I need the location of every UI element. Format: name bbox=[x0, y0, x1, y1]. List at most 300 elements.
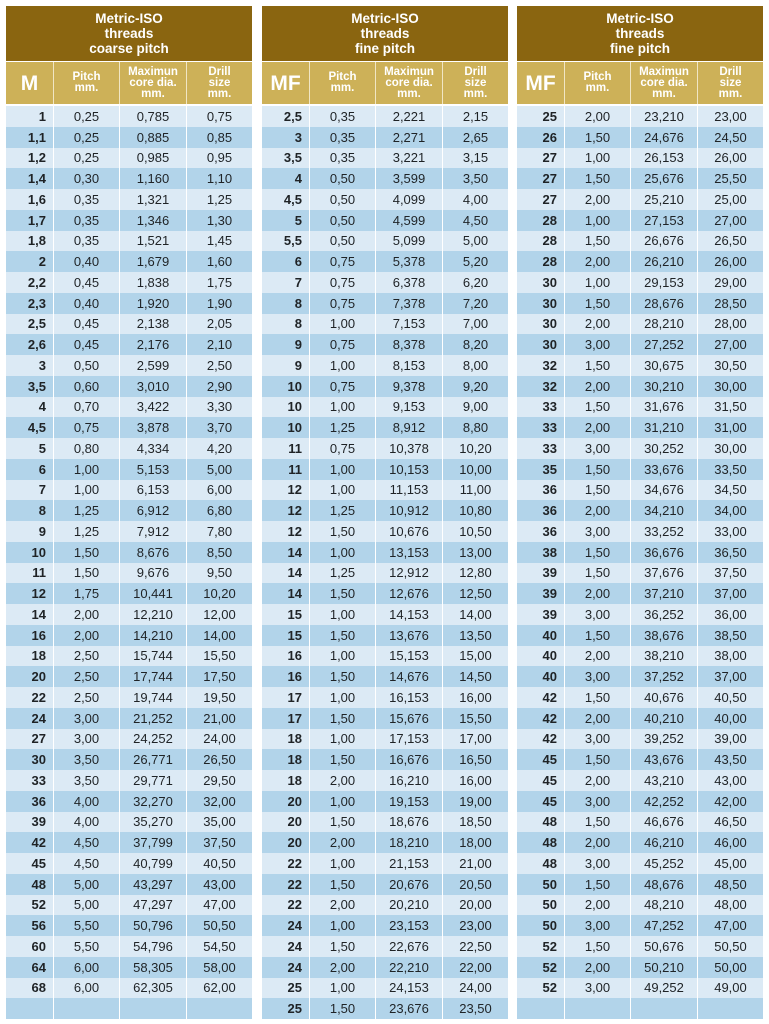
pitch-cell: 1,00 bbox=[309, 791, 375, 812]
table-row bbox=[517, 853, 763, 874]
thread-size-cell: 40 bbox=[542, 627, 557, 643]
drill-size-cell: 21,00 bbox=[186, 708, 252, 729]
pitch-cell: 5,00 bbox=[53, 874, 119, 895]
pitch-cell: 1,50 bbox=[309, 874, 375, 895]
drill-size-cell: 8,50 bbox=[186, 542, 252, 563]
core-dia-cell: 10,153 bbox=[375, 459, 442, 480]
pitch-cell: 1,00 bbox=[53, 459, 119, 480]
thread-size-cell: 16 bbox=[287, 669, 302, 685]
thread-size-cell: 16 bbox=[31, 627, 46, 643]
core-dia-cell: 1,679 bbox=[119, 251, 186, 272]
core-dia-cell: 5,378 bbox=[375, 251, 442, 272]
table-row bbox=[517, 874, 763, 895]
pitch-cell: 3,00 bbox=[564, 334, 630, 355]
table-row bbox=[6, 417, 252, 438]
table-row bbox=[517, 189, 763, 210]
thread-size-cell: 52 bbox=[31, 897, 46, 913]
drill-size-cell: 33,00 bbox=[697, 521, 763, 542]
drill-size-cell: 4,20 bbox=[186, 438, 252, 459]
table-row bbox=[262, 148, 508, 169]
drill-size-cell: 48,50 bbox=[697, 874, 763, 895]
drill-size-cell: 22,00 bbox=[442, 957, 508, 978]
pitch-cell: 1,00 bbox=[309, 729, 375, 750]
drill-size-cell: 2,10 bbox=[186, 334, 252, 355]
drill-size-cell: 43,00 bbox=[697, 770, 763, 791]
table-row bbox=[6, 480, 252, 501]
drill-size-cell: 23,50 bbox=[442, 998, 508, 1019]
thread-size-cell: 5 bbox=[294, 212, 302, 228]
pitch-cell: 0,75 bbox=[309, 376, 375, 397]
table-row bbox=[517, 210, 763, 231]
thread-size-cell: 2,5 bbox=[27, 316, 46, 332]
pitch-cell: 1,50 bbox=[564, 625, 630, 646]
pitch-cell: 3,00 bbox=[564, 604, 630, 625]
pitch-cell: 0,75 bbox=[309, 438, 375, 459]
drill-size-cell: 31,00 bbox=[697, 417, 763, 438]
pitch-cell: 4,00 bbox=[53, 791, 119, 812]
table-row bbox=[517, 168, 763, 189]
thread-size-cell: 50 bbox=[542, 918, 557, 934]
column-header-row bbox=[517, 62, 763, 106]
thread-size-cell: 20 bbox=[31, 669, 46, 685]
drill-size-cell: 19,00 bbox=[442, 791, 508, 812]
thread-size-cell: 18 bbox=[287, 752, 302, 768]
title-line: fine pitch bbox=[355, 41, 415, 56]
core-dia-cell bbox=[119, 998, 186, 1019]
core-dia-cell: 13,676 bbox=[375, 625, 442, 646]
thread-size-cell: 9 bbox=[38, 523, 46, 539]
table-row bbox=[6, 127, 252, 148]
table-row bbox=[262, 604, 508, 625]
drill-size-cell: 16,50 bbox=[442, 749, 508, 770]
core-dia-cell: 6,153 bbox=[119, 480, 186, 501]
pitch-cell: 0,40 bbox=[53, 251, 119, 272]
pitch-cell: 0,75 bbox=[309, 334, 375, 355]
drill-size-cell: 45,00 bbox=[697, 853, 763, 874]
drill-size-cell: 0,75 bbox=[186, 106, 252, 127]
thread-size-cell: 12 bbox=[287, 482, 302, 498]
table-row bbox=[262, 791, 508, 812]
drill-size-cell: 0,85 bbox=[186, 127, 252, 148]
thread-size-cell: 2,5 bbox=[283, 108, 302, 124]
table-row bbox=[262, 417, 508, 438]
title-line: fine pitch bbox=[610, 41, 670, 56]
core-dia-cell: 4,334 bbox=[119, 438, 186, 459]
core-dia-cell: 37,252 bbox=[630, 666, 697, 687]
table-row bbox=[6, 729, 252, 750]
core-dia-cell: 9,153 bbox=[375, 397, 442, 418]
pitch-cell: 1,50 bbox=[564, 936, 630, 957]
drill-size-cell: 21,00 bbox=[442, 853, 508, 874]
drill-size-cell: 1,75 bbox=[186, 272, 252, 293]
thread-size-cell: 20 bbox=[287, 793, 302, 809]
drill-size-cell: 34,00 bbox=[697, 500, 763, 521]
pitch-cell: 2,00 bbox=[564, 832, 630, 853]
core-dia-cell: 34,210 bbox=[630, 500, 697, 521]
drill-size-cell: 17,00 bbox=[442, 729, 508, 750]
drill-size-cell: 2,15 bbox=[442, 106, 508, 127]
drill-size-cell: 11,00 bbox=[442, 480, 508, 501]
table-row bbox=[517, 998, 763, 1019]
drill-size-cell: 2,65 bbox=[442, 127, 508, 148]
pitch-cell: 1,50 bbox=[309, 708, 375, 729]
table-row bbox=[6, 376, 252, 397]
thread-size-cell: 40 bbox=[542, 648, 557, 664]
core-dia-cell: 20,676 bbox=[375, 874, 442, 895]
thread-size-cell: 16 bbox=[287, 648, 302, 664]
table-row bbox=[6, 708, 252, 729]
drill-size-cell: 5,20 bbox=[442, 251, 508, 272]
thread-size-cell: 10 bbox=[287, 378, 302, 394]
drill-size-cell bbox=[186, 998, 252, 1019]
core-dia-cell: 2,271 bbox=[375, 127, 442, 148]
core-dia-cell: 14,153 bbox=[375, 604, 442, 625]
pitch-cell bbox=[53, 998, 119, 1019]
core-dia-cell: 30,210 bbox=[630, 376, 697, 397]
core-dia-cell: 39,252 bbox=[630, 729, 697, 750]
core-dia-cell: 10,676 bbox=[375, 521, 442, 542]
column-header-row bbox=[262, 62, 508, 106]
core-dia-cell: 8,153 bbox=[375, 355, 442, 376]
thread-size-cell: 10 bbox=[31, 544, 46, 560]
table-row bbox=[6, 334, 252, 355]
table-row bbox=[517, 791, 763, 812]
core-dia-cell: 26,153 bbox=[630, 148, 697, 169]
table-body bbox=[262, 106, 508, 1019]
table-row bbox=[517, 936, 763, 957]
pitch-cell: 1,50 bbox=[309, 998, 375, 1019]
table-row bbox=[517, 583, 763, 604]
pitch-cell: 3,00 bbox=[564, 521, 630, 542]
core-dia-cell: 1,346 bbox=[119, 210, 186, 231]
pitch-cell: 2,50 bbox=[53, 687, 119, 708]
core-dia-cell: 6,912 bbox=[119, 500, 186, 521]
core-dia-cell: 19,744 bbox=[119, 687, 186, 708]
table-row bbox=[517, 749, 763, 770]
table-row bbox=[262, 625, 508, 646]
core-dia-cell: 3,422 bbox=[119, 397, 186, 418]
thread-size-cell: 52 bbox=[542, 980, 557, 996]
thread-size-cell: 7 bbox=[38, 482, 46, 498]
pitch-cell: 1,00 bbox=[564, 272, 630, 293]
pitch-cell: 1,50 bbox=[564, 563, 630, 584]
pitch-cell: 2,00 bbox=[564, 583, 630, 604]
table-row bbox=[262, 334, 508, 355]
core-dia-cell: 12,912 bbox=[375, 563, 442, 584]
drill-size-cell: 13,00 bbox=[442, 542, 508, 563]
drill-size-cell: 15,00 bbox=[442, 646, 508, 667]
table-row bbox=[517, 148, 763, 169]
pitch-cell: 1,00 bbox=[309, 480, 375, 501]
core-dia-cell: 8,378 bbox=[375, 334, 442, 355]
table-row bbox=[517, 666, 763, 687]
thread-size-cell: 45 bbox=[542, 772, 557, 788]
thread-size-cell: 56 bbox=[31, 918, 46, 934]
core-dia-cell: 10,912 bbox=[375, 500, 442, 521]
table-row bbox=[6, 542, 252, 563]
table-row bbox=[262, 812, 508, 833]
drill-size-cell: 47,00 bbox=[186, 895, 252, 916]
pitch-cell: 1,00 bbox=[309, 687, 375, 708]
table-row bbox=[262, 210, 508, 231]
pitch-cell: 2,00 bbox=[564, 417, 630, 438]
drill-size-cell: 10,50 bbox=[442, 521, 508, 542]
core-dia-cell: 2,138 bbox=[119, 314, 186, 335]
table-row bbox=[262, 583, 508, 604]
drill-size-cell: 3,50 bbox=[442, 168, 508, 189]
pitch-cell: 0,35 bbox=[53, 210, 119, 231]
thread-size-cell: 48 bbox=[542, 855, 557, 871]
pitch-cell: 6,00 bbox=[53, 957, 119, 978]
table-row bbox=[6, 355, 252, 376]
drill-size-cell: 37,50 bbox=[186, 832, 252, 853]
thread-size-cell: 14 bbox=[287, 586, 302, 602]
core-dia-cell: 33,676 bbox=[630, 459, 697, 480]
core-dia-cell: 37,210 bbox=[630, 583, 697, 604]
core-dia-cell: 43,297 bbox=[119, 874, 186, 895]
table-row bbox=[517, 251, 763, 272]
thread-size-cell: 1,7 bbox=[27, 212, 46, 228]
core-dia-cell: 1,521 bbox=[119, 231, 186, 252]
thread-size-cell: 9 bbox=[294, 337, 302, 353]
drill-size-cell: 6,00 bbox=[186, 480, 252, 501]
core-dia-cell: 13,153 bbox=[375, 542, 442, 563]
thread-size-cell: 14 bbox=[287, 544, 302, 560]
table-row bbox=[517, 376, 763, 397]
table-row bbox=[262, 749, 508, 770]
table-row bbox=[6, 915, 252, 936]
pitch-cell: 0,75 bbox=[309, 251, 375, 272]
pitch-cell: 0,80 bbox=[53, 438, 119, 459]
core-dia-cell: 20,210 bbox=[375, 895, 442, 916]
table-row bbox=[262, 542, 508, 563]
core-dia-cell: 17,153 bbox=[375, 729, 442, 750]
coarse-pitch-table bbox=[6, 6, 252, 1019]
table-row bbox=[262, 687, 508, 708]
drill-size-cell: 0,95 bbox=[186, 148, 252, 169]
table-row bbox=[262, 998, 508, 1019]
drill-size-cell: 3,70 bbox=[186, 417, 252, 438]
drill-size-cell: 9,20 bbox=[442, 376, 508, 397]
column-header-size: MF bbox=[525, 71, 556, 95]
drill-size-cell: 36,50 bbox=[697, 542, 763, 563]
table-body bbox=[517, 106, 763, 1019]
drill-size-cell: 1,30 bbox=[186, 210, 252, 231]
thread-size-cell: 35 bbox=[542, 461, 557, 477]
table-row bbox=[6, 314, 252, 335]
core-dia-cell: 23,676 bbox=[375, 998, 442, 1019]
thread-size-cell: 26 bbox=[542, 129, 557, 145]
thread-size-cell: 38 bbox=[542, 544, 557, 560]
pitch-cell: 3,00 bbox=[53, 708, 119, 729]
table-row bbox=[262, 500, 508, 521]
table-row bbox=[517, 106, 763, 127]
thread-size-cell: 8 bbox=[38, 503, 46, 519]
drill-size-cell: 37,00 bbox=[697, 583, 763, 604]
core-dia-cell: 31,676 bbox=[630, 397, 697, 418]
drill-size-cell: 40,00 bbox=[697, 708, 763, 729]
thread-size-cell: 4,5 bbox=[27, 420, 46, 436]
thread-size-cell: 30 bbox=[542, 274, 557, 290]
table-row bbox=[6, 957, 252, 978]
thread-size-cell: 9 bbox=[294, 357, 302, 373]
drill-size-cell: 43,00 bbox=[186, 874, 252, 895]
pitch-cell: 2,00 bbox=[564, 708, 630, 729]
core-dia-cell: 22,210 bbox=[375, 957, 442, 978]
pitch-cell: 2,00 bbox=[564, 895, 630, 916]
core-dia-cell: 38,676 bbox=[630, 625, 697, 646]
core-dia-cell: 49,252 bbox=[630, 978, 697, 999]
table-row bbox=[517, 459, 763, 480]
core-dia-cell: 62,305 bbox=[119, 978, 186, 999]
pitch-cell: 3,00 bbox=[53, 729, 119, 750]
pitch-cell bbox=[564, 998, 630, 1019]
pitch-cell: 3,00 bbox=[564, 978, 630, 999]
drill-size-cell: 19,50 bbox=[186, 687, 252, 708]
thread-size-cell: 12 bbox=[287, 523, 302, 539]
drill-size-cell: 1,25 bbox=[186, 189, 252, 210]
drill-size-cell: 2,90 bbox=[186, 376, 252, 397]
thread-size-cell: 36 bbox=[31, 793, 46, 809]
core-dia-cell: 0,885 bbox=[119, 127, 186, 148]
thread-size-cell: 28 bbox=[542, 233, 557, 249]
table-row bbox=[262, 853, 508, 874]
core-dia-cell: 24,676 bbox=[630, 127, 697, 148]
thread-size-cell: 48 bbox=[31, 876, 46, 892]
core-dia-cell: 28,210 bbox=[630, 314, 697, 335]
table-row bbox=[262, 293, 508, 314]
thread-size-cell: 50 bbox=[542, 876, 557, 892]
drill-size-cell: 26,00 bbox=[697, 251, 763, 272]
drill-size-cell: 7,20 bbox=[442, 293, 508, 314]
pitch-cell: 1,00 bbox=[564, 148, 630, 169]
drill-size-cell: 4,00 bbox=[442, 189, 508, 210]
column-header-core-dia: Maximun core dia. mm. bbox=[375, 62, 442, 104]
table-row bbox=[517, 687, 763, 708]
table-row bbox=[6, 936, 252, 957]
drill-size-cell: 8,00 bbox=[442, 355, 508, 376]
table-row bbox=[517, 542, 763, 563]
pitch-cell: 1,00 bbox=[53, 480, 119, 501]
drill-size-cell: 10,20 bbox=[442, 438, 508, 459]
thread-size-cell: 52 bbox=[542, 938, 557, 954]
thread-size-cell: 15 bbox=[287, 606, 302, 622]
thread-size-cell: 32 bbox=[542, 357, 557, 373]
pitch-cell: 3,00 bbox=[564, 666, 630, 687]
thread-size-cell bbox=[6, 998, 53, 1019]
pitch-cell: 5,00 bbox=[53, 895, 119, 916]
table-row bbox=[6, 210, 252, 231]
thread-size-cell: 42 bbox=[542, 710, 557, 726]
thread-size-cell: 42 bbox=[542, 689, 557, 705]
table-row bbox=[517, 646, 763, 667]
thread-size-cell: 39 bbox=[31, 814, 46, 830]
pitch-cell: 1,50 bbox=[564, 480, 630, 501]
pitch-cell: 0,50 bbox=[309, 189, 375, 210]
pitch-cell: 1,00 bbox=[564, 210, 630, 231]
drill-size-cell: 3,15 bbox=[442, 148, 508, 169]
drill-size-cell: 14,50 bbox=[442, 666, 508, 687]
table-row bbox=[262, 666, 508, 687]
core-dia-cell: 22,676 bbox=[375, 936, 442, 957]
table-row bbox=[517, 397, 763, 418]
drill-size-cell: 29,50 bbox=[186, 770, 252, 791]
column-header-drill-size: Drill size mm. bbox=[442, 62, 508, 104]
table-row bbox=[517, 563, 763, 584]
drill-size-cell: 34,50 bbox=[697, 480, 763, 501]
thread-size-cell: 28 bbox=[542, 212, 557, 228]
core-dia-cell: 6,378 bbox=[375, 272, 442, 293]
thread-size-cell: 52 bbox=[542, 959, 557, 975]
table-row bbox=[6, 687, 252, 708]
pitch-cell: 1,50 bbox=[564, 542, 630, 563]
core-dia-cell: 4,099 bbox=[375, 189, 442, 210]
thread-size-cell: 36 bbox=[542, 503, 557, 519]
table-row bbox=[517, 625, 763, 646]
thread-size-cell: 12 bbox=[31, 586, 46, 602]
pitch-cell: 2,00 bbox=[564, 957, 630, 978]
core-dia-cell: 5,153 bbox=[119, 459, 186, 480]
column-header-size: M bbox=[20, 71, 39, 95]
pitch-cell: 2,00 bbox=[564, 646, 630, 667]
thread-size-cell: 20 bbox=[287, 814, 302, 830]
drill-size-cell: 16,00 bbox=[442, 770, 508, 791]
table-row bbox=[262, 832, 508, 853]
thread-size-cell: 42 bbox=[542, 731, 557, 747]
drill-size-cell: 6,80 bbox=[186, 500, 252, 521]
pitch-cell: 0,35 bbox=[309, 106, 375, 127]
core-dia-cell: 36,676 bbox=[630, 542, 697, 563]
pitch-cell: 4,50 bbox=[53, 853, 119, 874]
pitch-cell: 3,00 bbox=[564, 791, 630, 812]
thread-size-cell: 50 bbox=[542, 897, 557, 913]
thread-size-cell: 1,2 bbox=[27, 150, 46, 166]
table-row bbox=[6, 770, 252, 791]
table-row bbox=[517, 978, 763, 999]
pitch-cell: 1,50 bbox=[564, 127, 630, 148]
core-dia-cell: 38,210 bbox=[630, 646, 697, 667]
table-row bbox=[6, 231, 252, 252]
drill-size-cell: 54,50 bbox=[186, 936, 252, 957]
drill-size-cell: 25,00 bbox=[697, 189, 763, 210]
pitch-cell: 0,50 bbox=[53, 355, 119, 376]
core-dia-cell: 27,252 bbox=[630, 334, 697, 355]
core-dia-cell: 1,920 bbox=[119, 293, 186, 314]
thread-size-cell: 27 bbox=[542, 191, 557, 207]
drill-size-cell: 2,05 bbox=[186, 314, 252, 335]
pitch-cell: 3,50 bbox=[53, 770, 119, 791]
thread-size-cell: 2,6 bbox=[27, 337, 46, 353]
drill-size-cell: 12,00 bbox=[186, 604, 252, 625]
pitch-cell: 2,00 bbox=[564, 314, 630, 335]
core-dia-cell: 37,676 bbox=[630, 563, 697, 584]
pitch-cell: 0,30 bbox=[53, 168, 119, 189]
pitch-cell: 1,50 bbox=[309, 666, 375, 687]
core-dia-cell: 34,676 bbox=[630, 480, 697, 501]
table-row bbox=[6, 397, 252, 418]
pitch-cell: 0,75 bbox=[309, 293, 375, 314]
table-row bbox=[517, 604, 763, 625]
thread-size-cell: 48 bbox=[542, 835, 557, 851]
core-dia-cell: 5,099 bbox=[375, 231, 442, 252]
pitch-cell: 0,35 bbox=[309, 127, 375, 148]
drill-size-cell: 7,80 bbox=[186, 521, 252, 542]
drill-size-cell: 36,00 bbox=[697, 604, 763, 625]
drill-size-cell: 24,00 bbox=[442, 978, 508, 999]
table-row bbox=[6, 791, 252, 812]
thread-size-cell: 8 bbox=[294, 295, 302, 311]
drill-size-cell: 24,50 bbox=[697, 127, 763, 148]
